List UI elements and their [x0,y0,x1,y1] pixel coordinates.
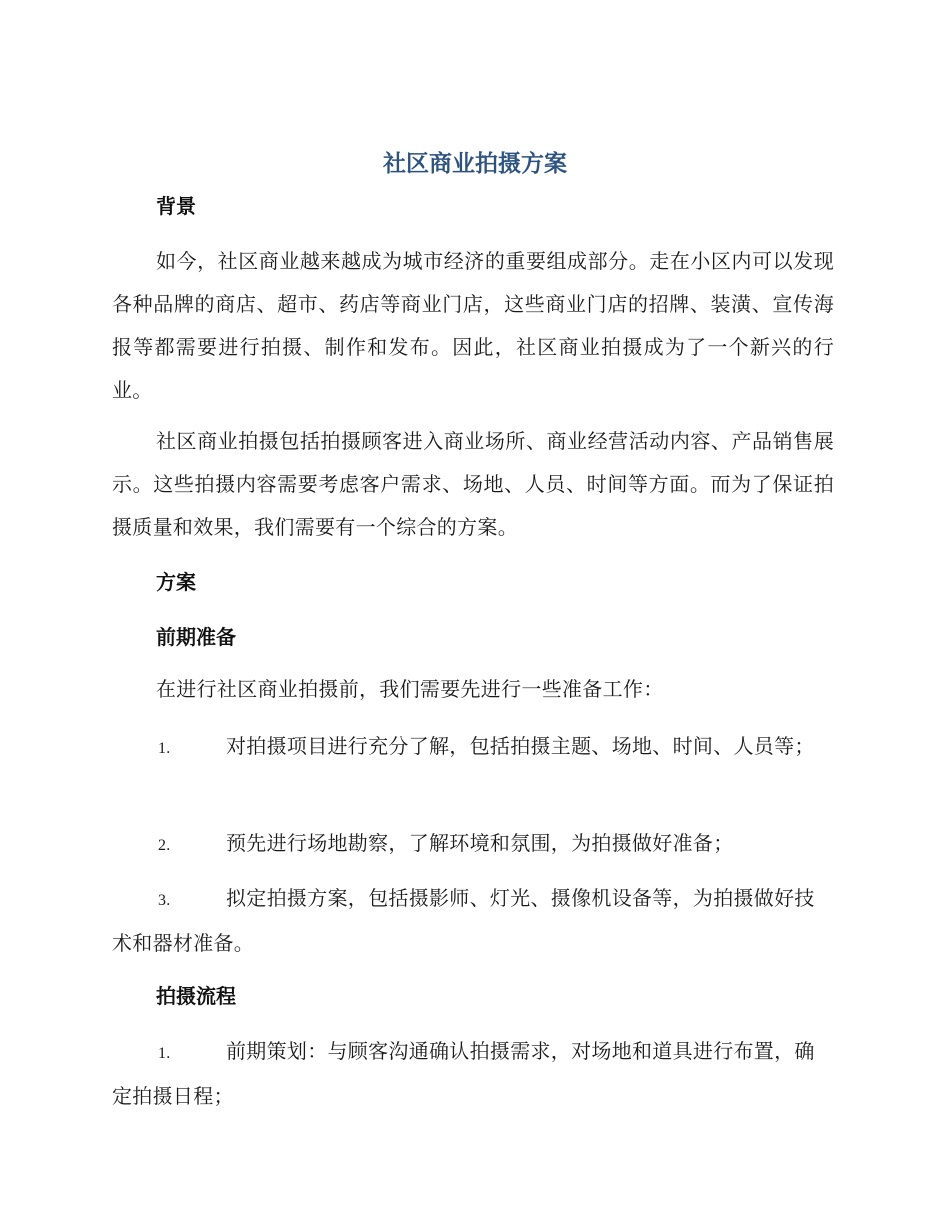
list-item-number: 3. [158,892,171,909]
section-heading-flow: 拍摄流程 [156,984,236,1008]
list-item-number: 1. [158,740,171,757]
section-heading-background: 背景 [156,194,196,218]
list-item [112,822,834,867]
preparation-intro: 在进行社区商业拍摄前，我们需要先进行一些准备工作： [156,677,664,701]
list-item-number: 2. [158,837,171,854]
list-item [112,1030,834,1118]
list-item-text: 对拍摄项目进行充分了解，包括拍摄主题、场地、时间、人员等； [226,734,815,758]
section-heading-preparation: 前期准备 [156,625,236,649]
list-item-text: 预先进行场地勘察，了解环境和氛围，为拍摄做好准备； [226,831,734,855]
list-item-text: 前期策划：与顾客沟通确认拍摄需求，对场地和道具进行布置，确定拍摄日程； [112,1039,815,1108]
section-heading-plan: 方案 [156,570,196,594]
list-item [112,877,834,965]
list-item-number: 1. [158,1045,171,1062]
background-paragraph-2: 社区商业拍摄包括拍摄顾客进入商业场所、商业经营活动内容、产品销售展示。这些拍摄内容需要考虑客户需求、场地、人员、时间等方面。而为了保证拍摄质量和效果，我们需要有一个综合的方案。 [112,429,834,539]
list-item [112,725,834,770]
document-title: 社区商业拍摄方案 [383,151,567,177]
background-paragraph-1: 如今，社区商业越来越成为城市经济的重要组成部分。走在小区内可以发现各种品牌的商店、超市、药店等商业门店，这些商业门店的招牌、装潢、宣传海报等都需要进行拍摄、制作和发布。因此，社区商业拍摄成为了一个新兴的行业。 [112,249,834,402]
list-item-text: 拟定拍摄方案，包括摄影师、灯光、摄像机设备等，为拍摄做好技术和器材准备。 [112,886,815,955]
